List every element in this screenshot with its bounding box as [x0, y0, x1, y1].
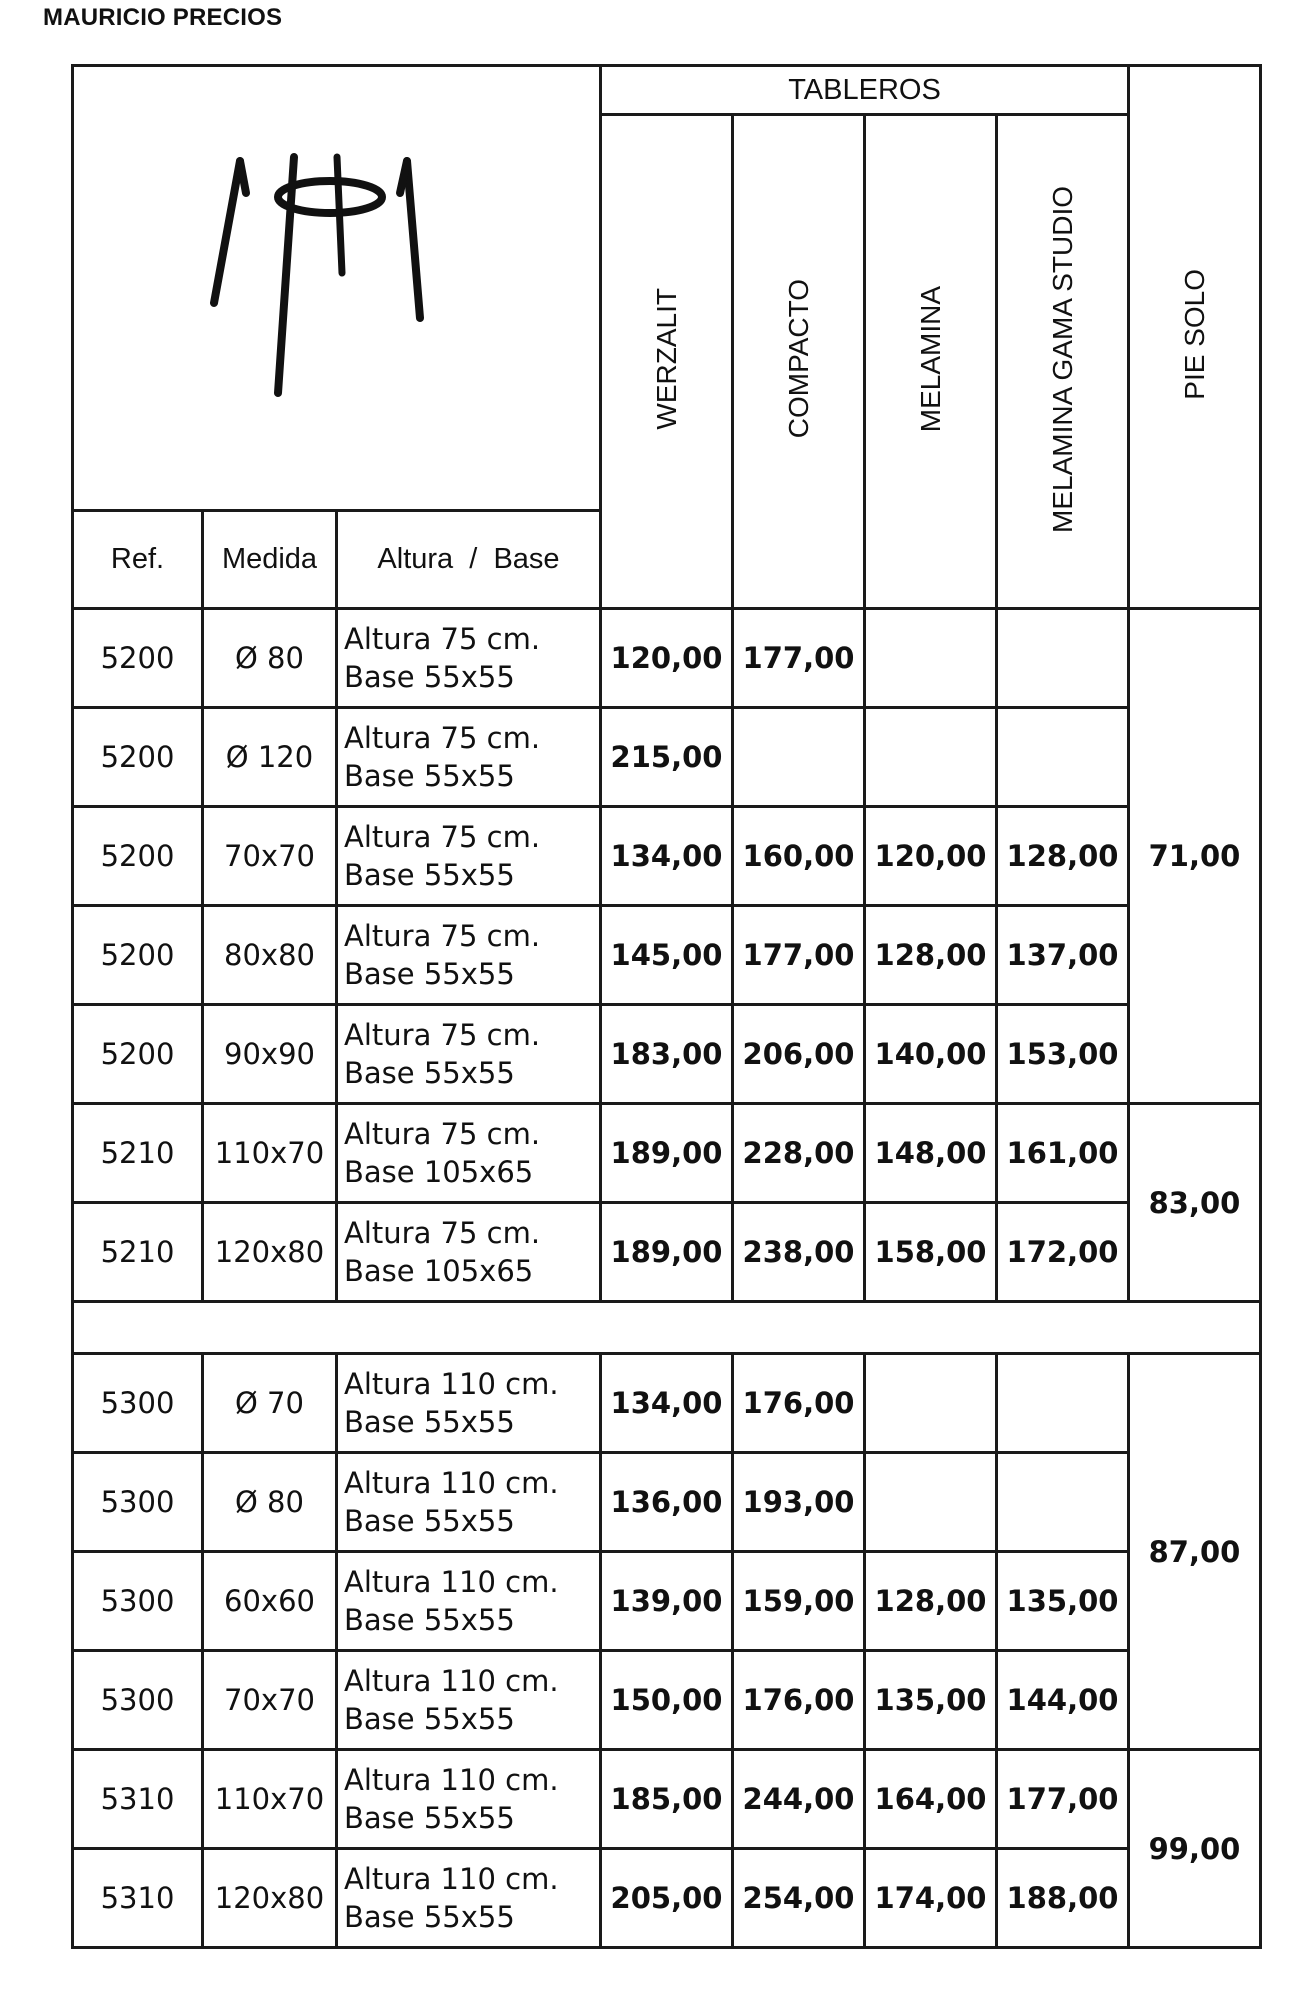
price-melamina-gama-studio: [997, 1354, 1129, 1453]
price-melamina: 140,00: [865, 1005, 997, 1104]
altura-text: Altura 75 cm.: [344, 1116, 541, 1151]
base-text: Base 55x55: [344, 1801, 515, 1835]
base-text: Base 55x55: [344, 1900, 515, 1934]
table-row: [73, 708, 1261, 807]
altura-base-cell: [337, 807, 601, 906]
price-compacto: 193,00: [733, 1453, 865, 1552]
table-base-illustration: [202, 143, 472, 433]
altura-text: Altura 110 cm.: [344, 1564, 559, 1599]
price-melamina: [865, 1354, 997, 1453]
medida-cell: 120x80: [203, 1203, 337, 1302]
price-compacto: [733, 708, 865, 807]
altura-text: Altura 110 cm.: [344, 1861, 559, 1896]
pie-solo-price: 71,00: [1129, 609, 1261, 1104]
ref-cell: 5300: [73, 1651, 203, 1750]
price-melamina-gama-studio: 137,00: [997, 906, 1129, 1005]
altura-base-cell: [337, 1453, 601, 1552]
base-text: Base 55x55: [344, 1504, 515, 1538]
ref-cell: 5200: [73, 807, 203, 906]
ref-cell: 5300: [73, 1552, 203, 1651]
table-row: [73, 1750, 1261, 1849]
price-werzalit: 139,00: [601, 1552, 733, 1651]
col-header-melamina-gama-studio: MELAMINA GAMA STUDIO: [997, 115, 1129, 609]
price-compacto: 228,00: [733, 1104, 865, 1203]
medida-cell: 120x80: [203, 1849, 337, 1948]
price-compacto: 238,00: [733, 1203, 865, 1302]
price-melamina-gama-studio: 135,00: [997, 1552, 1129, 1651]
price-melamina-gama-studio: 161,00: [997, 1104, 1129, 1203]
altura-text: Altura 110 cm.: [344, 1366, 559, 1401]
medida-cell: 110x70: [203, 1104, 337, 1203]
price-melamina: 158,00: [865, 1203, 997, 1302]
price-melamina-gama-studio: 177,00: [997, 1750, 1129, 1849]
ref-cell: 5200: [73, 1005, 203, 1104]
altura-text: Altura 110 cm.: [344, 1762, 559, 1797]
price-melamina-gama-studio: 188,00: [997, 1849, 1129, 1948]
price-compacto: 244,00: [733, 1750, 865, 1849]
price-melamina-gama-studio: [997, 708, 1129, 807]
table-row: [73, 1203, 1261, 1302]
ref-cell: 5300: [73, 1354, 203, 1453]
base-text: Base 55x55: [344, 660, 515, 694]
altura-text: Altura 75 cm.: [344, 819, 541, 854]
ref-cell: 5200: [73, 609, 203, 708]
pie-solo-price: 83,00: [1129, 1104, 1261, 1302]
price-werzalit: 150,00: [601, 1651, 733, 1750]
altura-base-cell: [337, 1354, 601, 1453]
base-text: Base 55x55: [344, 1056, 515, 1090]
ref-cell: 5300: [73, 1453, 203, 1552]
price-melamina-gama-studio: [997, 1453, 1129, 1552]
table-row: [73, 1552, 1261, 1651]
table-row: [73, 1453, 1261, 1552]
pie-solo-header: PIE SOLO: [1129, 66, 1261, 609]
altura-text: Altura 75 cm.: [344, 1215, 541, 1250]
base-text: Base 105x65: [344, 1155, 534, 1189]
medida-cell: 110x70: [203, 1750, 337, 1849]
group-separator: [73, 1302, 1261, 1354]
altura-text: Altura 75 cm.: [344, 918, 541, 953]
price-melamina: 135,00: [865, 1651, 997, 1750]
ref-cell: 5210: [73, 1203, 203, 1302]
ref-cell: 5310: [73, 1849, 203, 1948]
ref-cell: 5310: [73, 1750, 203, 1849]
altura-base-cell: [337, 1651, 601, 1750]
altura-base-cell: [337, 1104, 601, 1203]
price-werzalit: 145,00: [601, 906, 733, 1005]
price-werzalit: 136,00: [601, 1453, 733, 1552]
price-melamina: [865, 1453, 997, 1552]
base-text: Base 55x55: [344, 1702, 515, 1736]
price-melamina: 120,00: [865, 807, 997, 906]
price-compacto: 159,00: [733, 1552, 865, 1651]
ref-header: Ref.: [73, 511, 203, 609]
medida-cell: 70x70: [203, 807, 337, 906]
base-text: Base 105x65: [344, 1254, 534, 1288]
altura-text: Altura 110 cm.: [344, 1663, 559, 1698]
base-text: Base 55x55: [344, 957, 515, 991]
altura-base-cell: [337, 906, 601, 1005]
altura-base-cell: [337, 1203, 601, 1302]
table-row: [73, 906, 1261, 1005]
tableros-header: TABLEROS: [601, 66, 1129, 115]
ref-cell: 5210: [73, 1104, 203, 1203]
table-row: [73, 1104, 1261, 1203]
price-werzalit: 134,00: [601, 807, 733, 906]
price-melamina-gama-studio: 128,00: [997, 807, 1129, 906]
product-image-cell: [73, 66, 601, 511]
price-compacto: 176,00: [733, 1354, 865, 1453]
price-compacto: 160,00: [733, 807, 865, 906]
altura-base-cell: [337, 708, 601, 807]
price-melamina: 174,00: [865, 1849, 997, 1948]
medida-cell: Ø 80: [203, 1453, 337, 1552]
table-row: [73, 1354, 1261, 1453]
altura-base-cell: [337, 1849, 601, 1948]
price-werzalit: 120,00: [601, 609, 733, 708]
price-melamina: [865, 609, 997, 708]
price-werzalit: 183,00: [601, 1005, 733, 1104]
altura-text: Altura 75 cm.: [344, 621, 541, 656]
price-melamina-gama-studio: [997, 609, 1129, 708]
medida-cell: Ø 80: [203, 609, 337, 708]
medida-cell: 80x80: [203, 906, 337, 1005]
price-compacto: 254,00: [733, 1849, 865, 1948]
altura-base-cell: [337, 1005, 601, 1104]
price-werzalit: 189,00: [601, 1203, 733, 1302]
price-melamina-gama-studio: 172,00: [997, 1203, 1129, 1302]
price-werzalit: 185,00: [601, 1750, 733, 1849]
pie-solo-price: 87,00: [1129, 1354, 1261, 1750]
altura-base-header: Altura / Base: [337, 511, 601, 609]
table-row: [73, 807, 1261, 906]
altura-text: Altura 110 cm.: [344, 1465, 559, 1500]
medida-cell: 60x60: [203, 1552, 337, 1651]
table-row: [73, 1849, 1261, 1948]
price-melamina: 148,00: [865, 1104, 997, 1203]
price-werzalit: 215,00: [601, 708, 733, 807]
base-text: Base 55x55: [344, 858, 515, 892]
ref-cell: 5200: [73, 906, 203, 1005]
price-compacto: 206,00: [733, 1005, 865, 1104]
price-compacto: 177,00: [733, 609, 865, 708]
medida-cell: 90x90: [203, 1005, 337, 1104]
col-header-compacto: COMPACTO: [733, 115, 865, 609]
altura-base-cell: [337, 1750, 601, 1849]
price-werzalit: 189,00: [601, 1104, 733, 1203]
price-melamina-gama-studio: 144,00: [997, 1651, 1129, 1750]
base-text: Base 55x55: [344, 1405, 515, 1439]
altura-base-cell: [337, 1552, 601, 1651]
document-title: MAURICIO PRECIOS: [43, 4, 283, 31]
price-werzalit: 134,00: [601, 1354, 733, 1453]
table-row: [73, 1005, 1261, 1104]
price-melamina: 128,00: [865, 1552, 997, 1651]
medida-cell: 70x70: [203, 1651, 337, 1750]
table-row: [73, 1651, 1261, 1750]
altura-base-cell: [337, 609, 601, 708]
price-table: [71, 64, 1262, 1949]
base-text: Base 55x55: [344, 1603, 515, 1637]
col-header-melamina: MELAMINA: [865, 115, 997, 609]
ref-cell: 5200: [73, 708, 203, 807]
medida-cell: Ø 70: [203, 1354, 337, 1453]
medida-header: Medida: [203, 511, 337, 609]
altura-text: Altura 75 cm.: [344, 720, 541, 755]
price-melamina-gama-studio: 153,00: [997, 1005, 1129, 1104]
pie-solo-price: 99,00: [1129, 1750, 1261, 1948]
table-row: [73, 609, 1261, 708]
price-melamina: 164,00: [865, 1750, 997, 1849]
price-melamina: [865, 708, 997, 807]
medida-cell: Ø 120: [203, 708, 337, 807]
col-header-werzalit: WERZALIT: [601, 115, 733, 609]
price-compacto: 177,00: [733, 906, 865, 1005]
price-compacto: 176,00: [733, 1651, 865, 1750]
price-werzalit: 205,00: [601, 1849, 733, 1948]
price-melamina: 128,00: [865, 906, 997, 1005]
base-text: Base 55x55: [344, 759, 515, 793]
altura-text: Altura 75 cm.: [344, 1017, 541, 1052]
